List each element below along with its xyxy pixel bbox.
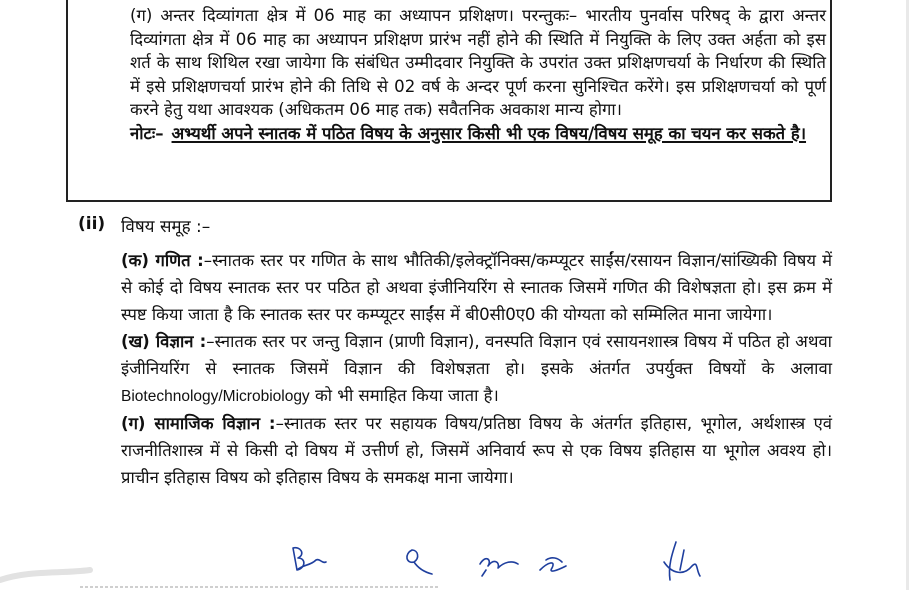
subject-label-science: (ख) विज्ञान : xyxy=(121,332,207,351)
section-number: (ii) xyxy=(78,214,106,234)
qualification-box-text xyxy=(130,4,826,145)
signatures-graphic xyxy=(0,540,917,590)
signature-4 xyxy=(540,558,566,571)
signature-2 xyxy=(407,550,432,574)
subject-label-mathematics: (क) गणित : xyxy=(121,251,204,270)
page-corner-smudge xyxy=(0,570,90,580)
subject-text-science-after: को भी समाहित किया जाता है। xyxy=(309,386,499,405)
subject-text-social-science: –स्नातक स्तर पर सहायक विषय/प्रतिष्ठा विषय के अंतर्गत इतिहास, भूगोल, अर्थशास्त्र एवं राजनीतिशास्त्र में से किसी दो विषय में उत्तीर्ण हो, जिसमें अनिवार्य रूप से एक विषय इतिहास या भूगोल अवश्य हो। प्राचीन इतिहास विषय को इतिहास विषय के समकक्ष माना जायेगा। xyxy=(121,414,832,487)
note-text: अभ्यर्थी अपने स्नातक में पठित विषय के अनुसार किसी भी एक विषय/विषय समूह का चयन कर सकते है। xyxy=(171,123,807,143)
subject-text-science-latin: Biotechnology/Microbiology xyxy=(121,388,310,405)
subject-group-science xyxy=(121,328,832,410)
signature-1 xyxy=(293,548,326,570)
signature-3 xyxy=(480,559,518,576)
subject-group-list xyxy=(121,247,832,491)
subject-label-social-science: (ग) सामाजिक विज्ञान : xyxy=(121,414,276,433)
note-row xyxy=(130,122,826,146)
subject-group-mathematics xyxy=(121,247,832,328)
signature-5 xyxy=(664,542,700,580)
subject-text-science-before: –स्नातक स्तर पर जन्तु विज्ञान (प्राणी विज्ञान), वनस्पति विज्ञान एवं रसायनशास्त्र विषय में पठित हो अथवा इंजीनियरिंग से स्नातक जिसमें विज्ञान की विशेषज्ञता हो। इसके अंतर्गत उपर्युक्त विषयों के अलावा xyxy=(121,332,832,378)
note-label: नोटः– xyxy=(130,123,164,143)
section-title: विषय समूह :– xyxy=(121,217,211,237)
footer-print-line xyxy=(0,584,917,590)
subject-group-social-science xyxy=(121,410,832,491)
paragraph-g-disability-training: (ग) अन्तर दिव्यांगता क्षेत्र में 06 माह का अध्यापन प्रशिक्षण। परन्तुकः– भारतीय पुनर्वास परिषद् के द्वारा अन्तर दिव्यांगता क्षेत्र में 06 माह का अध्यापन प्रशिक्षण प्रारंभ नहीं होने की स्थिति में नियुक्ति के लिए उक्त अर्हता को इस शर्त के साथ शिथिल रखा जायेगा कि संबंधित उम्मीदवार नियुक्ति के उपरांत उक्त प्रशिक्षणचर्या के निर्धारण की स्थिति में इसे प्रशिक्षणचर्या प्रारंभ होने की तिथि से 02 वर्ष के अन्दर पूर्ण करना सुनिश्चित करेंगे। इस प्रशिक्षणचर्या को पूर्ण करने हेतु यथा आवश्यक (अधिकतम 06 माह तक) सवैतनिक अवकाश मान्य होगा। xyxy=(130,6,826,119)
scan-edge-shadow xyxy=(906,0,909,590)
signature-row xyxy=(0,540,917,590)
subject-text-mathematics: –स्नातक स्तर पर गणित के साथ भौतिकी/इलेक्ट्रॉनिक्स/कम्प्यूटर साईंस/रसायन विज्ञान/सांख्यिकी विषय में से कोई दो विषय स्नातक स्तर पर पठित हो अथवा इंजीनियरिंग से स्नातक जिसमें गणित की विशेषज्ञता हो। इस क्रम में स्पष्ट किया जाता है कि स्नातक स्तर पर कम्प्यूटर साईंस में बी0सी0ए0 की योग्यता को सम्मिलित माना जायेगा। xyxy=(121,251,832,324)
